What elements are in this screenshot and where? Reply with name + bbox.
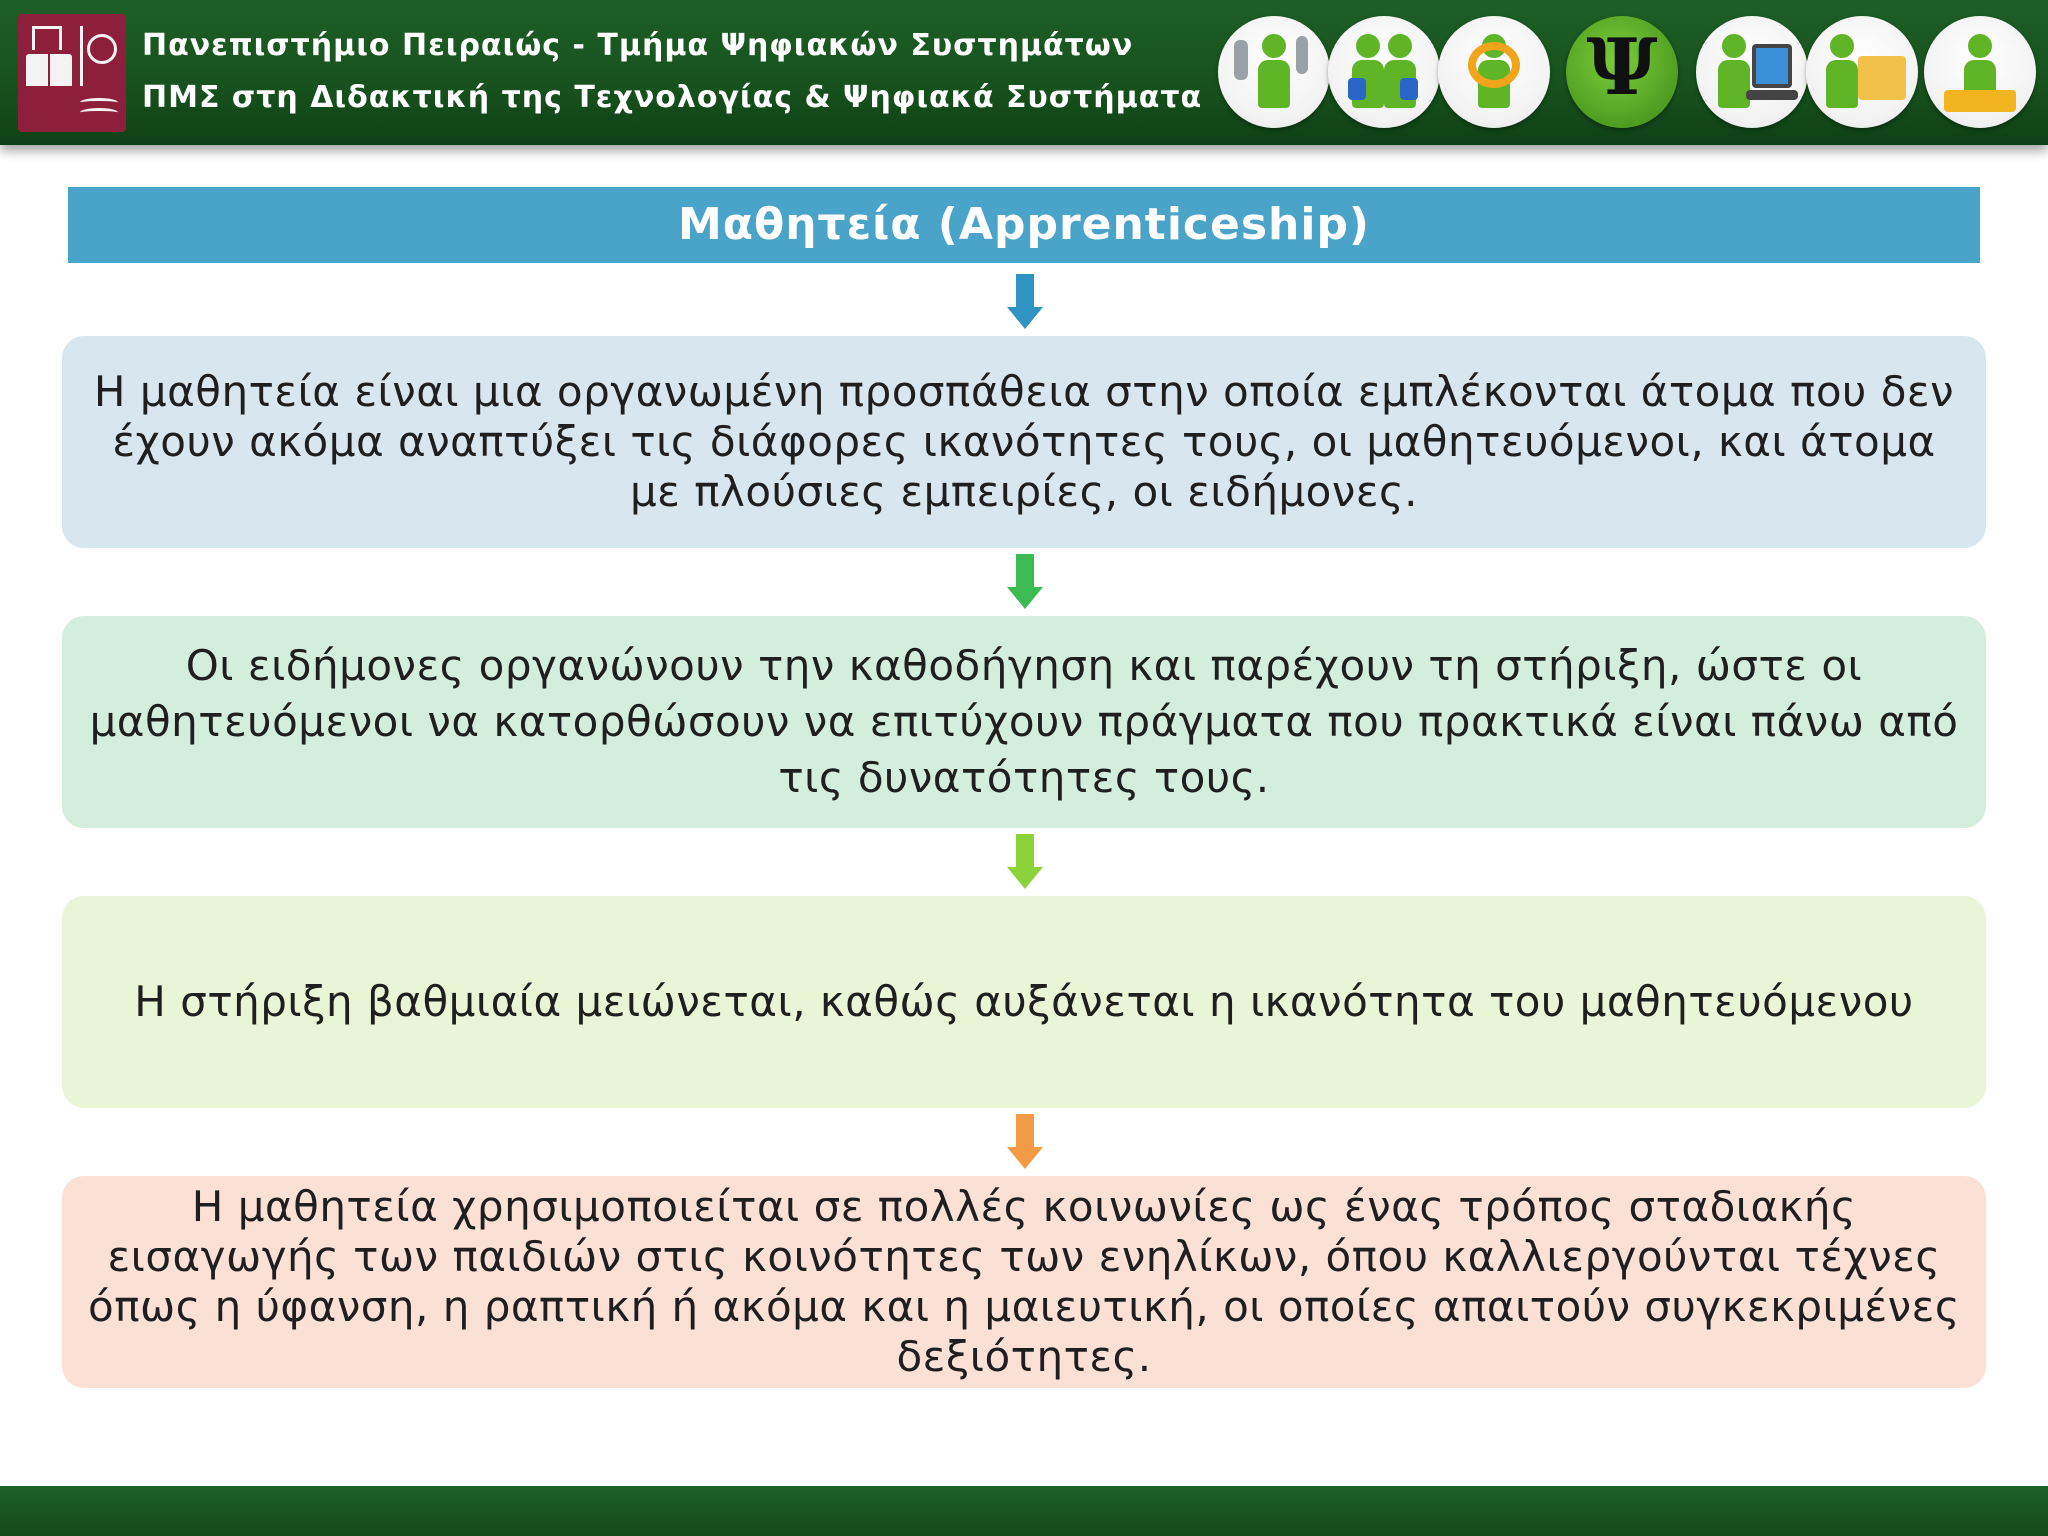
down-arrow-icon <box>1007 554 1043 610</box>
header-university-title: Πανεπιστήμιο Πειραιώς - Τμήμα Ψηφιακών Συστημάτων <box>142 28 1134 63</box>
down-arrow-icon <box>1007 834 1043 890</box>
psi-head-icon: Ψ <box>1566 16 1678 128</box>
step-box-1 <box>62 336 1986 548</box>
step-box-2 <box>62 616 1986 828</box>
person-at-sign-icon <box>1438 16 1550 128</box>
header-banner <box>0 0 2048 145</box>
wave-icon <box>80 98 118 107</box>
step-box-4 <box>62 1176 1986 1388</box>
person-laptop-icon <box>1696 16 1808 128</box>
person-puzzle-icon <box>1924 16 2036 128</box>
down-arrow-icon <box>1007 1114 1043 1170</box>
down-arrow-icon <box>1007 274 1043 330</box>
step-text-3: Η στήριξη βαθμιαία μειώνεται, καθώς αυξάνεται η ικανότητα του μαθητευόμενου <box>134 977 1914 1026</box>
person-cables-icon <box>1218 16 1330 128</box>
people-reading-icon <box>1328 16 1440 128</box>
step-text-1: Η μαθητεία είναι μια οργανωμένη προσπάθεια στην οποία εμπλέκονται άτομα που δεν έχουν ακόμα αναπτύξει τις διάφορες ικανότητες τους, οι μαθητευόμενοι, και άτομα με πλούσιες εμπειρίες, οι ειδήμονες. <box>93 367 1955 516</box>
step-text-2: Οι ειδήμονες οργανώνουν την καθοδήγηση και παρέχουν τη στήριξη, ώστε οι μαθητευόμενοι να κατορθώσουν να επιτύχουν πράγματα που πρακτικά είναι πάνω από τις δυνατότητες τους. <box>89 641 1959 802</box>
wave-icon <box>80 108 118 117</box>
step-text-4: Η μαθητεία χρησιμοποιείται σε πολλές κοινωνίες ως ένας τρόπος σταδιακής εισαγωγής των παιδιών στις κοινότητες των ενηλίκων, όπου καλλιεργούνται τέχνες όπως η ύφανση, η ραπτική ή ακόμα και η μαιευτική, οι οποίες απαιτούν συγκεκριμένες δεξιότητες. <box>88 1182 1960 1381</box>
book-icon <box>26 54 72 86</box>
header-icon-strip <box>1218 16 2036 128</box>
statue-icon <box>80 26 119 86</box>
footer-bar <box>0 1486 2048 1536</box>
person-folder-icon <box>1806 16 1918 128</box>
pillar-icon <box>32 26 62 50</box>
university-logo <box>18 14 126 132</box>
slide-title: Μαθητεία (Apprenticeship) <box>68 187 1980 263</box>
step-box-3 <box>62 896 1986 1108</box>
header-program-title: ΠΜΣ στη Διδακτική της Τεχνολογίας & Ψηφιακά Συστήματα <box>142 80 1203 115</box>
